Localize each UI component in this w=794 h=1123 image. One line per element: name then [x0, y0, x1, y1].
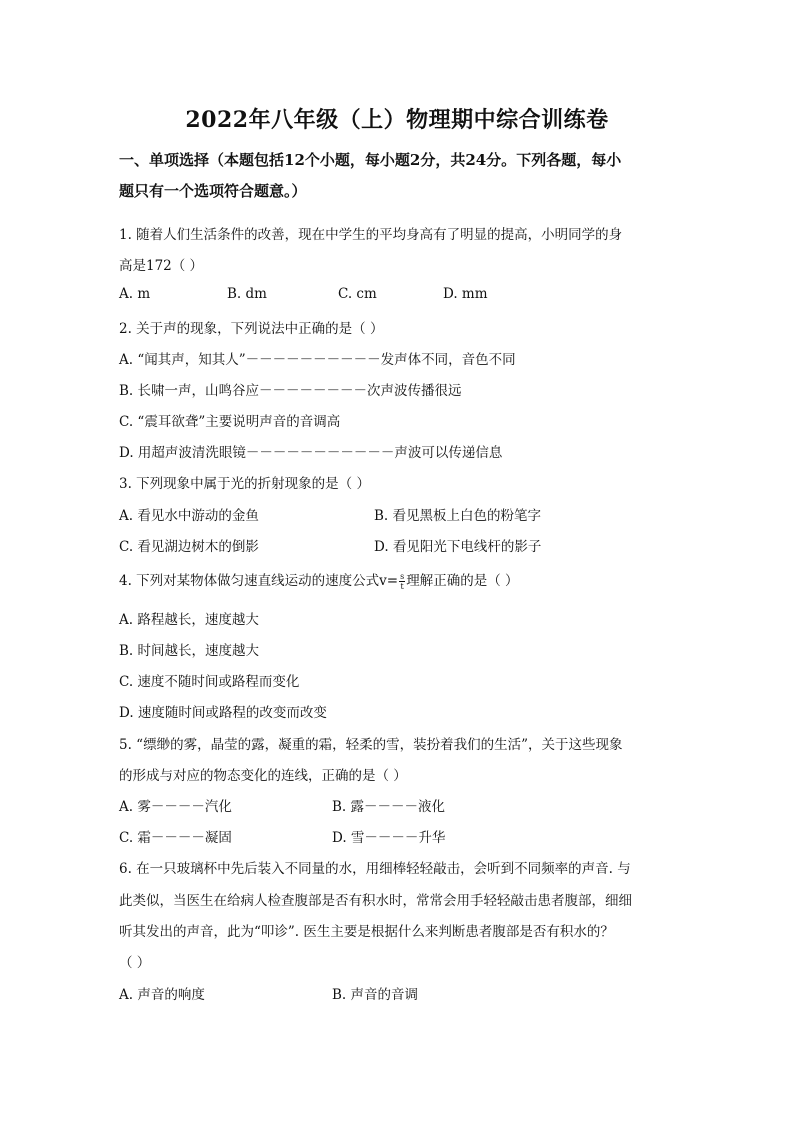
- question-3-option-a: A. 看见水中游动的金鱼: [119, 508, 259, 524]
- question-3-option-c: C. 看见湖边树木的倒影: [119, 539, 259, 555]
- question-1-line-1: 1. 随着人们生活条件的改善，现在中学生的平均身高有了明显的提高，小明同学的身: [119, 227, 623, 243]
- section-heading-line-1: 一、单项选择（本题包括12个小题，每小题2分，共24分。下列各题，每小: [119, 151, 622, 169]
- question-2-option-d: D. 用超声波清洗眼镜－－－－－－－－－－－声波可以传递信息: [119, 445, 503, 461]
- fraction-denominator: t: [400, 582, 404, 591]
- question-4-stem-after: 理解正确的是（ ）: [406, 573, 519, 589]
- question-6-line-4: （ ）: [119, 955, 151, 971]
- question-6-line-3: 听其发出的声音，此为“叩诊”. 医生主要是根据什么来判断患者腹部是否有积水的？: [119, 924, 614, 940]
- question-5-option-b: B. 露－－－－液化: [332, 799, 446, 815]
- question-2-stem: 2. 关于声的现象，下列说法中正确的是（ ）: [119, 321, 384, 337]
- question-1-option-b: B. dm: [227, 286, 267, 302]
- question-1-line-2: 高是172（ ）: [119, 258, 204, 274]
- question-3-option-b: B. 看见黑板上白色的粉笔字: [374, 508, 542, 524]
- question-4-option-c: C. 速度不随时间或路程而变化: [119, 674, 300, 690]
- question-1-option-d: D. mm: [443, 286, 488, 302]
- question-5-option-d: D. 雪－－－－升华: [332, 830, 446, 846]
- question-4-stem-before: 4. 下列对某物体做匀速直线运动的速度公式v=: [119, 573, 399, 589]
- question-4-option-a: A. 路程越长，速度越大: [119, 612, 259, 628]
- question-5-line-1: 5. “缥缈的雾，晶莹的露，凝重的霜，轻柔的雪，装扮着我们的生活”，关于这些现象: [119, 737, 623, 753]
- question-1-option-c: C. cm: [338, 286, 377, 302]
- question-6-line-1: 6. 在一只玻璃杯中先后装入不同量的水，用细棒轻轻敲击，会听到不同频率的声音. 与: [119, 861, 631, 877]
- fraction-numerator: s: [400, 572, 405, 581]
- question-4-stem: [119, 569, 519, 591]
- question-2-option-a: A. “闻其声，知其人”－－－－－－－－－－发声体不同，音色不同: [119, 352, 516, 368]
- question-5-line-2: 的形成与对应的物态变化的连线，正确的是（ ）: [119, 768, 407, 784]
- question-2-option-b: B. 长啸一声，山鸣谷应－－－－－－－－次声波传播很远: [119, 383, 462, 399]
- question-3-option-d: D. 看见阳光下电线杆的影子: [374, 539, 542, 555]
- question-4-option-b: B. 时间越长，速度越大: [119, 643, 260, 659]
- question-4-option-d: D. 速度随时间或路程的改变而改变: [119, 705, 327, 721]
- question-6-option-b: B. 声音的音调: [332, 987, 419, 1003]
- question-3-stem: 3. 下列现象中属于光的折射现象的是（ ）: [119, 476, 370, 492]
- question-5-option-a: A. 雾－－－－汽化: [119, 799, 232, 815]
- question-5-option-c: C. 霜－－－－凝固: [119, 830, 232, 846]
- question-2-option-c: C. “震耳欲聋”主要说明声音的音调高: [119, 414, 341, 430]
- exam-title: 2022年八年级（上）物理期中综合训练卷: [185, 107, 609, 133]
- velocity-formula-fraction: [399, 572, 405, 591]
- section-heading-line-2: 题只有一个选项符合题意。）: [119, 182, 307, 200]
- question-1-option-a: A. m: [119, 286, 151, 302]
- question-6-option-a: A. 声音的响度: [119, 987, 205, 1003]
- question-6-line-2: 此类似，当医生在给病人检查腹部是否有积水时，常常会用手轻轻敲击患者腹部，细细: [119, 893, 632, 909]
